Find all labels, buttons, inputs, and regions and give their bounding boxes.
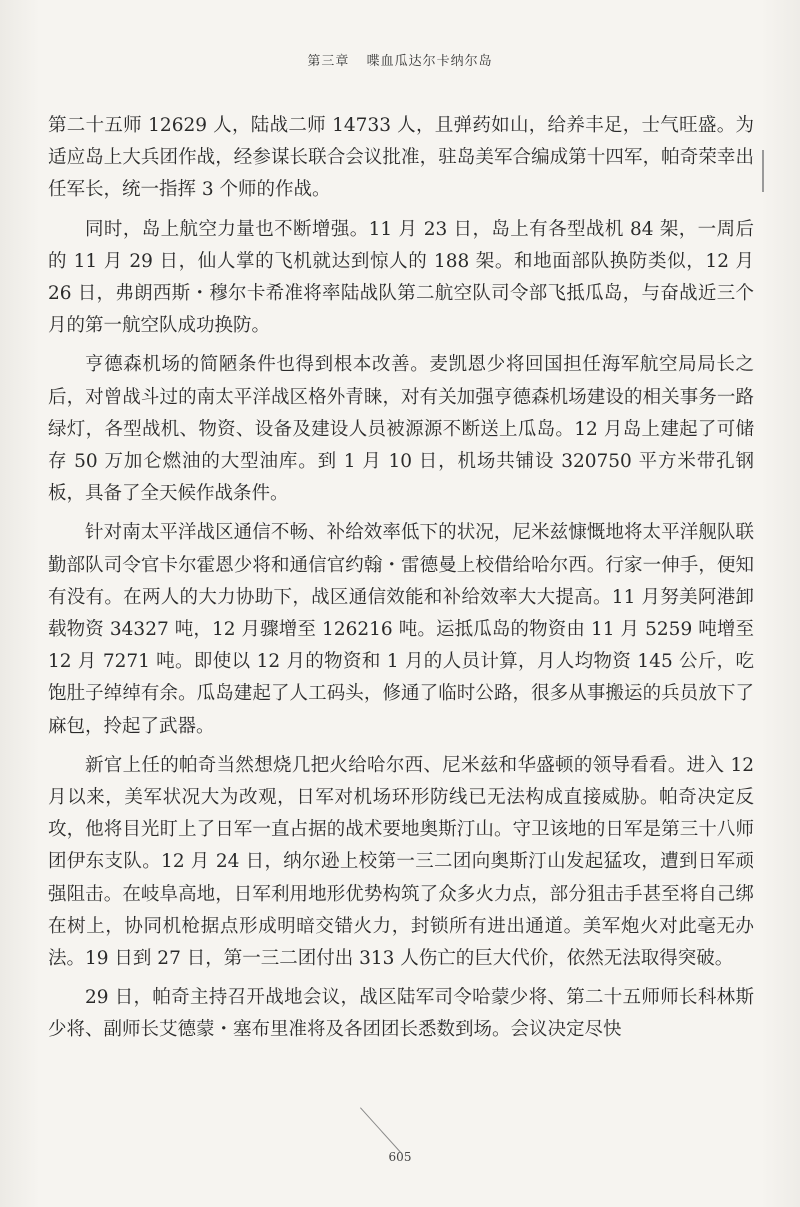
paragraph-6: 29 日，帕奇主持召开战地会议，战区陆军司令哈蒙少将、第二十五师师长科林斯少将、副师长艾德蒙・塞布里准将及各团团长悉数到场。会议决定尽快 — [48, 987, 754, 1041]
paragraph-1: 第二十五师 12629 人，陆战二师 14733 人，且弹药如山，给养丰足，士气旺盛。为适应岛上大兵团作战，经参谋长联合会议批准，驻岛美军合编成第十四军，帕奇荣幸出任军长，统一指挥 3 个师的作战。 — [48, 115, 754, 201]
chapter-number: 第三章 — [307, 54, 350, 69]
paragraph-5: 新官上任的帕奇当然想烧几把火给哈尔西、尼米兹和华盛顿的领导看看。进入 12 月以来，美军状况大为改观，日军对机场环形防线已无法构成直接威胁。帕奇决定反攻，他将目光盯上了日军一直占据的战术要地奥斯汀山。守卫该地的日军是第三十八师团伊东支队。12 月 24 日，纳尔逊上校第一三二团向奥斯汀山发起猛攻，遭到日军顽强阻击。在岐阜高地，日军利用地形优势构筑了众多火力点，部分狙击手甚至将自己绑在树上，协同机枪据点形成明暗交错火力，封锁所有进出通道。美军炮火对此毫无办法。19 日到 27 日，第一三二团付出 313 人伤亡的巨大代价，依然无法取得突破。 — [48, 754, 754, 970]
scan-stroke-mark — [360, 1107, 401, 1152]
running-head — [0, 50, 800, 69]
paragraph-3: 亨德森机场的简陋条件也得到根本改善。麦凯恩少将回国担任海军航空局局长之后，对曾战斗过的南太平洋战区格外青睐，对有关加强亨德森机场建设的相关事务一路绿灯，各型战机、物资、设备及建设人员被源源不断送上瓜岛。12 月岛上建起了可储存 50 万加仑燃油的大型油库。到 1 月 10 日，机场共铺设 320750 平方米带孔钢板，具备了全天候作战条件。 — [48, 354, 754, 505]
body-text — [48, 110, 754, 1054]
chapter-title: 喋血瓜达尔卡纳尔岛 — [366, 54, 493, 69]
paragraph-4: 针对南太平洋战区通信不畅、补给效率低下的状况，尼米兹慷慨地将太平洋舰队联勤部队司令官卡尔霍恩少将和通信官约翰・雷德曼上校借给哈尔西。行家一伸手，便知有没有。在两人的大力协助下，战区通信效能和补给效率大大提高。11 月努美阿港卸载物资 34327 吨，12 月骤增至 126216 吨。运抵瓜岛的物资由 11 月 5259 吨增至 12 月 7271 吨。即使以 12 月的物资和 1 月的人员计算，月人均物资 145 公斤，吃饱肚子绰绰有余。瓜岛建起了人工码头，修通了临时公路，很多从事搬运的兵员放下了麻包，拎起了武器。 — [48, 522, 754, 737]
page-number: 605 — [388, 1150, 412, 1164]
paragraph-2: 同时，岛上航空力量也不断增强。11 月 23 日，岛上有各型战机 84 架，一周后的 11 月 29 日，仙人掌的飞机就达到惊人的 188 架。和地面部队换防类似，12 月 26 日，弗朗西斯・穆尔卡希准将率陆战队第二航空队司令部飞抵瓜岛，与奋战近三个月的第一航空队成功换防。 — [48, 218, 754, 337]
scan-edge-mark — [762, 150, 764, 192]
